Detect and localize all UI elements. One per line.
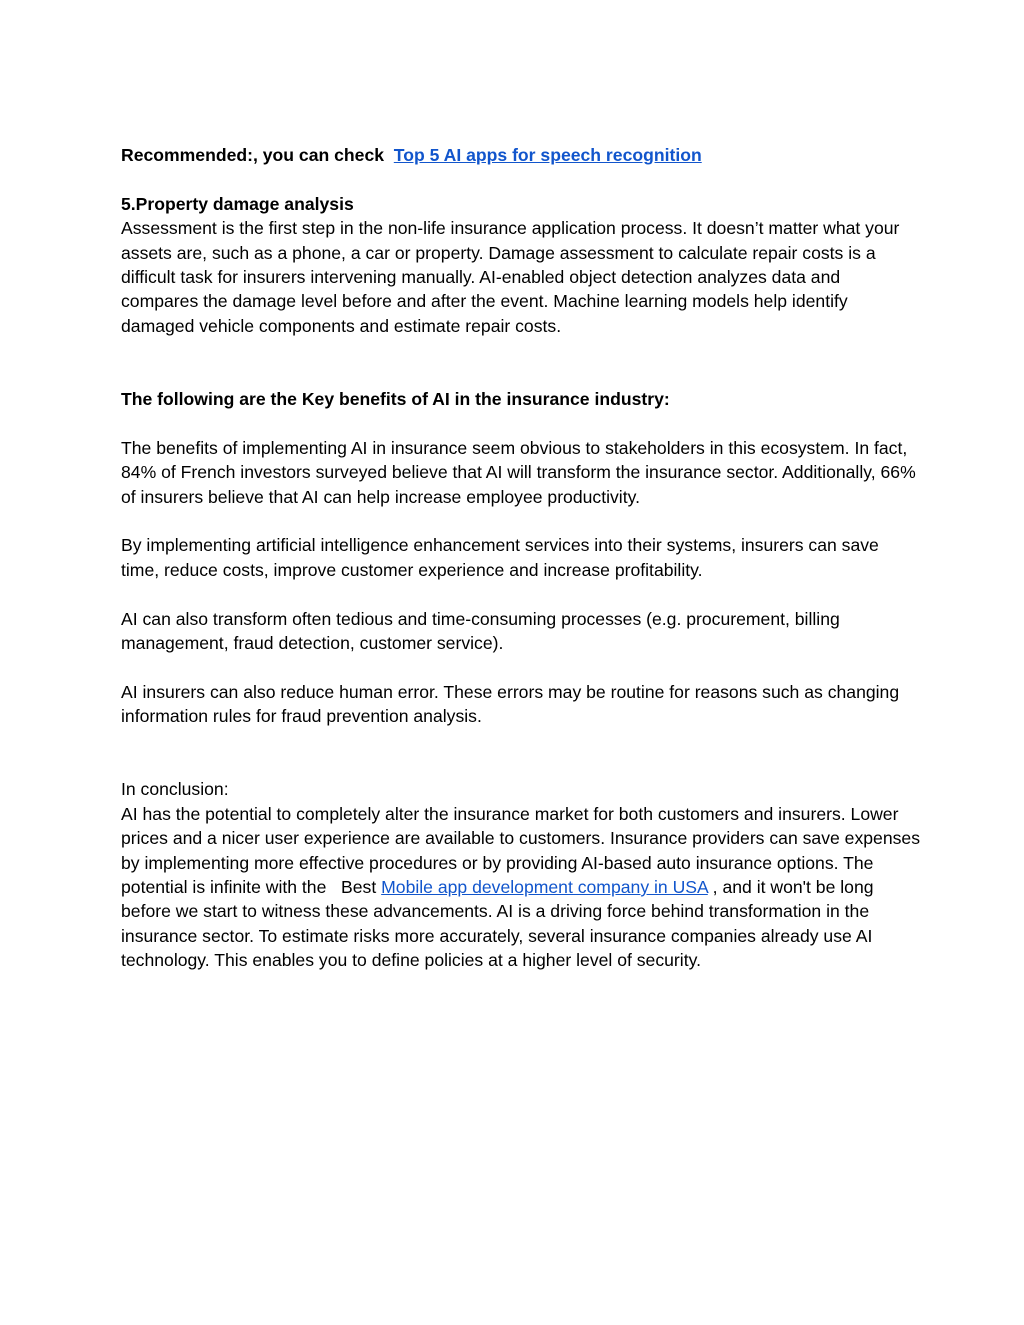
benefits-heading: The following are the Key benefits of AI in the insurance industry: [121, 389, 670, 410]
benefits-paragraph: AI can also transform often tedious and time-consuming processes (e.g. procurement, billing management, fraud detection, customer service). [121, 608, 840, 654]
spacer [121, 167, 921, 191]
spacer [121, 509, 921, 533]
document-page [121, 143, 925, 973]
conclusion-body [121, 802, 925, 973]
spacer [121, 411, 921, 435]
spacer [121, 338, 921, 387]
mobile-app-development-link[interactable]: Mobile app development company in USA [381, 877, 708, 898]
recommended-line [121, 143, 921, 167]
benefits-paragraph: AI insurers can also reduce human error. These errors may be routine for reasons such as changing information rules for fraud prevention analysis. [121, 681, 900, 727]
section5-heading: 5.Property damage analysis [121, 193, 354, 214]
speech-recognition-link[interactable]: Top 5 AI apps for speech recognition [393, 145, 702, 165]
spacer [121, 582, 921, 606]
conclusion-text-before-link: AI has the potential to completely alter the insurance market for both customers and insurers. Lower prices and a nicer user experience are available to customers. Insurance providers can save expenses by implementing more effective procedures or by providing AI-based auto insurance options. The potential is infinite with the Best [121, 803, 925, 898]
section5-body: Assessment is the first step in the non-life insurance application process. It doesn’t matter what your assets are, such as a phone, a car or property. Damage assessment to calculate repair costs is a difficult task for insurers intervening manually. AI-enabled object detection analyzes data and compares the damage level before and after the event. Machine learning models help identify damaged vehicle components and estimate repair costs. [121, 218, 900, 336]
benefits-paragraph: The benefits of implementing AI in insurance seem obvious to stakeholders in this ecosystem. In fact, 84% of French investors surveyed believe that AI will transform the insurance sector. Additionally, 66% of insurers believe that AI can help increase employee productivity. [121, 437, 916, 507]
benefits-paragraph: By implementing artificial intelligence enhancement services into their systems, insurers can save time, reduce costs, improve customer experience and increase profitability. [121, 535, 879, 580]
conclusion-text-after-link: , and it won't be long before we start to witness these advancements. AI is a driving force behind transformation in the insurance sector. To estimate risks more accurately, several insurance companies already use AI technology. This enables you to define policies at a higher level of security. [121, 877, 874, 971]
spacer [121, 655, 921, 679]
spacer [121, 729, 921, 778]
conclusion-heading: In conclusion: [121, 779, 229, 800]
recommended-prefix: Recommended:, you can check [121, 145, 389, 165]
